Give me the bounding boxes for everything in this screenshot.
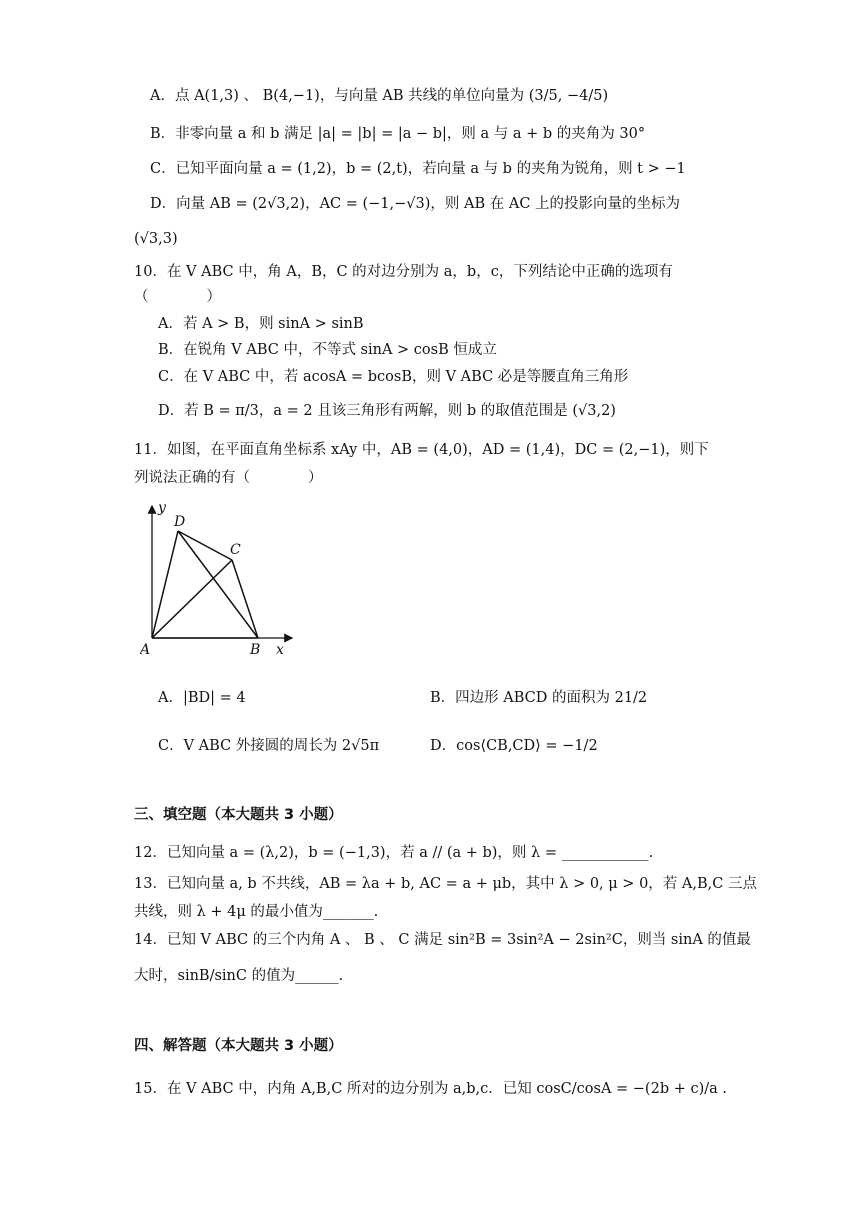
q11-option-d: D．cos⟨CB,CD⟩ = −1/2 — [430, 738, 598, 754]
segment-cb — [232, 560, 258, 638]
q14-line1: 14．已知 V ABC 的三个内角 A 、 B 、 C 满足 sin²B = 3sin²A − 2sin²C，则当 sinA 的值最 — [134, 932, 751, 948]
q9-option-a: A．点 A(1,3) 、 B(4,−1)，与向量 AB 共线的单位向量为 (3/5, −4/5) — [150, 88, 609, 104]
section-answer-title: 四、解答题（本大题共 3 小题） — [134, 1038, 343, 1054]
q15-text: 15．在 V ABC 中，内角 A,B,C 所对的边分别为 a,b,c．已知 cosC/cosA = −(2b + c)/a . — [134, 1081, 727, 1097]
q9-option-d: D．向量 AB = (2√3,2)，AC = (−1,−√3)，则 AB 在 AC 上的投影向量的坐标为 — [150, 196, 681, 212]
q10-stem-bracket: （ ） — [134, 289, 221, 305]
segment-bd — [178, 531, 258, 638]
label-y: y — [158, 500, 166, 516]
q10-option-c: C．在 V ABC 中，若 acosA = bcosB，则 V ABC 必是等腰直角三角形 — [158, 369, 629, 385]
label-b: B — [250, 642, 261, 658]
q11-stem: 11．如图，在平面直角坐标系 xAy 中，AB = (4,0)，AD = (1,4)，DC = (2,−1)，则下 — [134, 442, 709, 458]
q12-text: 12．已知向量 a = (λ,2)，b = (−1,3)，若 a // (a + b)，则 λ = ____________. — [134, 845, 654, 861]
label-a: A — [140, 642, 151, 658]
q11-option-b: B．四边形 ABCD 的面积为 21/2 — [430, 690, 648, 706]
q10-stem: 10．在 V ABC 中，角 A，B，C 的对边分别为 a，b，c，下列结论中正确的选项有 — [134, 264, 673, 280]
segment-ac — [152, 560, 232, 638]
q11-option-c: C．V ABC 外接圆的周长为 2√5π — [158, 738, 380, 754]
segment-ad — [152, 531, 178, 638]
q10-option-d: D．若 B = π/3，a = 2 且该三角形有两解，则 b 的取值范围是 (√3,2) — [158, 403, 616, 419]
q9-option-d-cont: (√3,3) — [134, 231, 178, 247]
label-x: x — [276, 642, 284, 658]
q13-line2: 共线，则 λ + 4μ 的最小值为_______. — [134, 904, 379, 920]
label-c: C — [230, 542, 241, 558]
q11-option-a: A．|BD| = 4 — [158, 690, 246, 706]
q11-stem-cont: 列说法正确的有（ ） — [134, 470, 323, 486]
q9-option-c: C．已知平面向量 a = (1,2)，b = (2,t)，若向量 a 与 b 的夹角为锐角，则 t > −1 — [150, 161, 686, 177]
section-fill-in-title: 三、填空题（本大题共 3 小题） — [134, 807, 343, 823]
coordinate-figure — [140, 500, 300, 660]
q10-option-a: A．若 A > B，则 sinA > sinB — [158, 316, 364, 332]
q14-line2: 大时，sinB/sinC 的值为______. — [134, 968, 344, 984]
label-d: D — [174, 514, 186, 530]
q13-line1: 13．已知向量 a, b 不共线，AB = λa + b, AC = a + μb，其中 λ > 0, μ > 0，若 A,B,C 三点 — [134, 876, 757, 892]
q9-option-b: B．非零向量 a 和 b 满足 |a| = |b| = |a − b|，则 a 与 a + b 的夹角为 30° — [150, 126, 646, 142]
q10-option-b: B．在锐角 V ABC 中，不等式 sinA > cosB 恒成立 — [158, 342, 497, 358]
segment-dc — [178, 531, 232, 560]
